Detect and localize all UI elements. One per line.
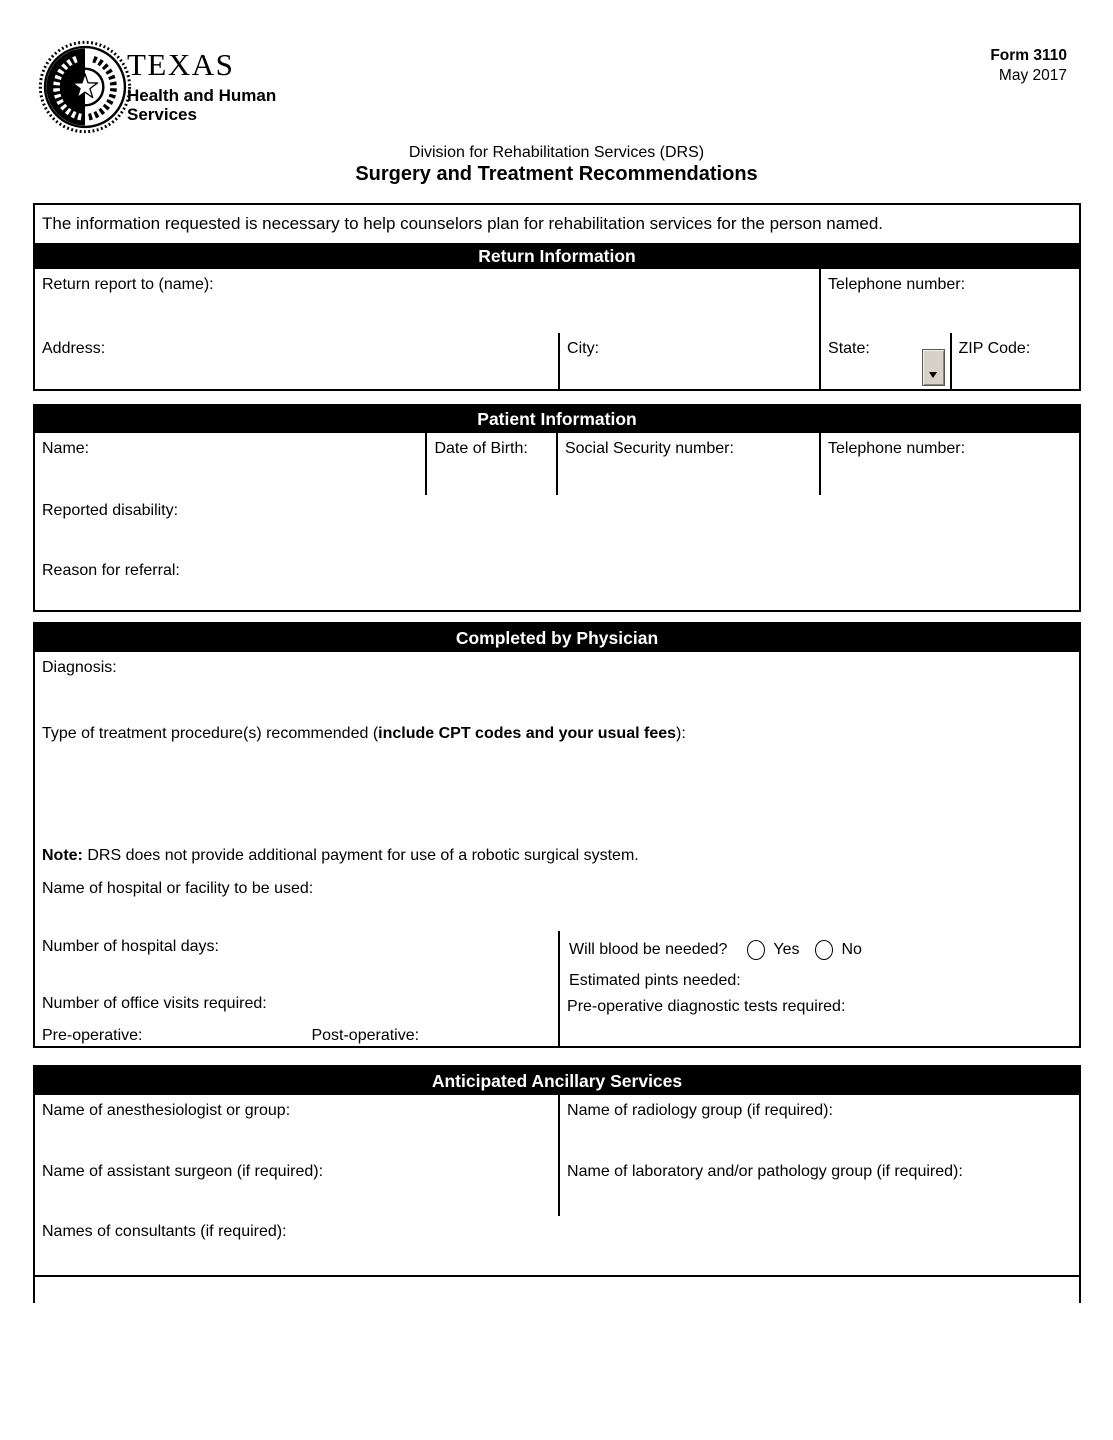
field-state[interactable] (819, 333, 950, 389)
field-ssn[interactable] (556, 433, 819, 495)
field-reported-disability[interactable] (35, 495, 1079, 555)
patient-name-label: Name: (42, 440, 90, 457)
section-title-patient-information: Patient Information (35, 406, 1079, 433)
field-pre-op-tests[interactable] (558, 988, 1079, 1046)
assistant-surgeon-label: Name of assistant surgeon (if required): (42, 1163, 324, 1180)
address-label: Address: (42, 340, 106, 357)
blood-yes-label: Yes (773, 941, 800, 958)
state-label: State: (828, 340, 870, 357)
brand-texas-text: TEXAS (127, 47, 235, 82)
field-office-visits[interactable] (35, 988, 558, 1046)
brand-hhs-line2: Services (127, 105, 197, 124)
field-estimated-pints[interactable] (560, 960, 1079, 990)
field-assistant-surgeon[interactable] (35, 1156, 558, 1216)
date-of-birth-label: Date of Birth: (434, 440, 528, 457)
reported-disability-label: Reported disability: (42, 502, 179, 519)
office-visits-label: Number of office visits required: (42, 995, 267, 1012)
post-operative-label: Post-operative: (311, 1027, 420, 1044)
section-ancillary-services (33, 1065, 1081, 1277)
field-radiology-group[interactable] (558, 1095, 1079, 1156)
section-title-ancillary-services: Anticipated Ancillary Services (35, 1067, 1079, 1095)
ssn-label: Social Security number: (564, 440, 734, 457)
field-city[interactable] (558, 333, 819, 389)
section-title-completed-by-physician: Completed by Physician (35, 624, 1079, 652)
agency-brand (127, 48, 276, 124)
table-continuation-border-right (1079, 1277, 1081, 1303)
laboratory-group-label: Name of laboratory and/or pathology group (if required): (567, 1163, 963, 1180)
field-hospital-days[interactable] (35, 931, 558, 988)
section-return-information (33, 203, 1081, 391)
section-completed-by-physician (33, 622, 1081, 1048)
field-reason-for-referral[interactable] (35, 555, 1079, 610)
table-continuation-border-left (33, 1277, 35, 1303)
hospital-days-label: Number of hospital days: (42, 938, 219, 955)
field-patient-telephone[interactable] (819, 433, 1079, 495)
diagnosis-label: Diagnosis: (42, 659, 117, 676)
blood-no-label: No (841, 941, 862, 958)
radiology-group-label: Name of radiology group (if required): (567, 1102, 833, 1119)
hospital-name-label: Name of hospital or facility to be used: (42, 880, 314, 897)
robotic-surgery-note: Note: DRS does not provide additional payment for use of a robotic surgical system. (42, 847, 639, 864)
intro-text: The information requested is necessary to help counselors plan for rehabilitation services for the person named. (42, 214, 884, 233)
page-title: Surgery and Treatment Recommendations (355, 163, 758, 185)
pre-operative-label: Pre-operative: (42, 1027, 143, 1044)
field-consultants[interactable] (35, 1216, 1079, 1275)
blood-needed-group (558, 931, 1079, 988)
return-report-to-label: Return report to (name): (42, 276, 214, 293)
field-diagnosis[interactable] (35, 652, 1079, 718)
field-laboratory-group[interactable] (558, 1156, 1079, 1216)
consultants-label: Names of consultants (if required): (42, 1223, 287, 1240)
texas-hhs-seal-icon (38, 40, 132, 134)
field-return-telephone[interactable] (819, 269, 1079, 333)
estimated-pints-label: Estimated pints needed: (569, 972, 741, 989)
brand-hhs-line1: Health and Human (127, 86, 277, 105)
return-telephone-label: Telephone number: (828, 276, 966, 293)
zip-code-label: ZIP Code: (958, 340, 1031, 357)
state-dropdown-button[interactable] (922, 349, 945, 386)
form-number: Form 3110 (990, 47, 1067, 64)
field-anesthesiologist[interactable] (35, 1095, 558, 1156)
field-address[interactable] (35, 333, 558, 389)
blood-question-label: Will blood be needed? (569, 941, 728, 958)
field-zip-code[interactable] (950, 333, 1079, 389)
field-date-of-birth[interactable] (425, 433, 556, 495)
anesthesiologist-label: Name of anesthesiologist or group: (42, 1102, 291, 1119)
pre-op-tests-label: Pre-operative diagnostic tests required: (567, 998, 846, 1015)
field-return-report-to[interactable] (35, 269, 819, 333)
treatment-procedures-label: Type of treatment procedure(s) recommended (include CPT codes and your usual fees): (42, 725, 686, 742)
radio-blood-yes[interactable] (747, 940, 765, 960)
division-line: Division for Rehabilitation Services (DRS) (408, 144, 705, 161)
field-treatment-procedures[interactable] (35, 718, 1079, 873)
form-meta (990, 46, 1067, 86)
chevron-down-icon (929, 372, 937, 378)
reason-for-referral-label: Reason for referral: (42, 562, 180, 579)
field-hospital-name[interactable] (35, 873, 1079, 931)
patient-telephone-label: Telephone number: (828, 440, 966, 457)
section-patient-information (33, 404, 1081, 612)
section-title-return-information: Return Information (35, 243, 1079, 269)
radio-blood-no[interactable] (815, 940, 833, 960)
field-patient-name[interactable] (35, 433, 425, 495)
form-date: May 2017 (998, 67, 1067, 84)
city-label: City: (567, 340, 600, 357)
